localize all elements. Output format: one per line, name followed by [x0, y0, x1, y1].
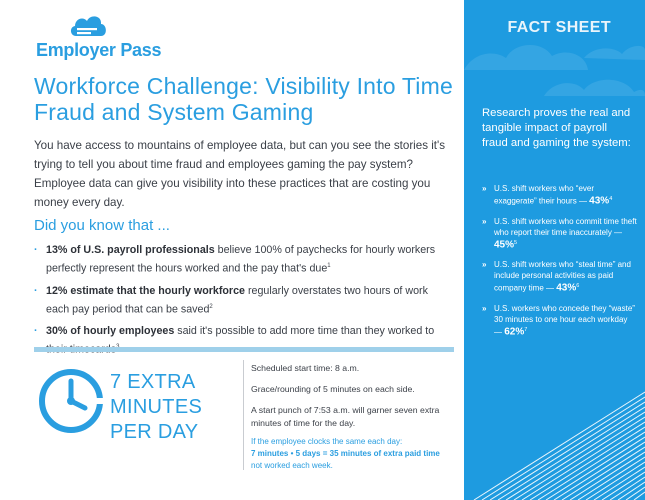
footnote-ref: 7: [524, 326, 528, 333]
footnote-ref: 5: [514, 239, 518, 246]
chevron-right-icon: »: [482, 216, 487, 226]
page-title: Workforce Challenge: Visibility Into Time Fraud and System Gaming: [34, 73, 453, 125]
clock-icon: [38, 368, 104, 434]
chevron-right-icon: »: [482, 184, 487, 193]
stat-bullet: [34, 323, 454, 358]
brand-logo: [36, 12, 162, 62]
stat-headline: 7 EXTRA MINUTES PER DAY: [110, 371, 203, 443]
stat-bullet-bold: 13% of U.S. payroll professionals: [46, 244, 215, 256]
cloud-icon: [68, 12, 108, 38]
research-item-percent: 45%: [494, 239, 515, 251]
stat-bullet-bold: 12% estimate that the hourly workforce: [46, 284, 245, 297]
research-item: [482, 216, 637, 251]
research-heading: Research proves the real and tangible impact of payroll fraud and gaming the system:: [482, 107, 631, 149]
fact-sheet-label: FACT SHEET: [507, 19, 611, 36]
bullet-dot-icon: ·: [34, 244, 38, 256]
note-intro: If the employee clocks the same each day:: [251, 437, 403, 446]
research-item-text: U.S. workers who concede they “waste” 30 minutes to one hour each workday —: [494, 303, 635, 337]
stat-bullet-bold: 30% of hourly employees: [46, 325, 175, 338]
section-divider: [34, 347, 454, 352]
did-you-know-heading: Did you know that ...: [34, 217, 170, 234]
bullet-dot-icon: ·: [34, 325, 38, 338]
note-end: not worked each week.: [251, 461, 333, 470]
stats-list: [34, 242, 454, 364]
research-item: [482, 183, 637, 207]
research-item: [482, 259, 637, 294]
calculation-note: [251, 436, 456, 472]
detail-line: Scheduled start time: 8 a.m.: [251, 363, 360, 373]
research-item-text: U.S. shift workers who commit time theft who report their time inaccurately —: [494, 216, 637, 237]
detail-line: A start punch of 7:53 a.m. will garner seven extra minutes of time for the day.: [251, 405, 440, 428]
research-item-percent: 43%: [589, 195, 610, 207]
stat-bullet-text: regularly overstates two hours of work each pay period that can be saved: [46, 284, 428, 316]
stat-bullet-text: believe 100% of paychecks for hourly workers perfectly represent the hours worked and the pay that's due: [46, 244, 436, 275]
chevron-right-icon: »: [482, 303, 487, 313]
intro-paragraph: You have access to mountains of employee data, but can you see the stories it's trying to tell you about time fraud and employees gaming the pay system? Employee data can give you visibility into these practices that are costing you money every day.: [34, 139, 446, 209]
research-list: [482, 183, 637, 347]
footnote-ref: 1: [327, 263, 331, 269]
sidebar-panel: [464, 0, 645, 500]
chevron-right-icon: »: [482, 260, 487, 270]
vertical-divider: [243, 360, 244, 470]
research-item-percent: 43%: [556, 282, 577, 294]
footnote-ref: 2: [209, 303, 213, 310]
footnote-ref: 4: [609, 196, 613, 202]
research-item-text: U.S. shift workers who “steal time” and include personal activities as paid company time —: [494, 260, 631, 293]
research-item: [482, 303, 637, 338]
research-item-percent: 62%: [504, 326, 525, 338]
detail-line: Grace/rounding of 5 minutes on each side.: [251, 384, 415, 394]
stat-details: [251, 362, 456, 480]
bullet-dot-icon: ·: [34, 284, 38, 297]
stat-bullet-text: said it's possible to add more time than they worked to: [177, 325, 435, 338]
brand-name: Employer Pass: [36, 40, 162, 60]
footnote-ref: 6: [576, 283, 580, 290]
stat-bullet: [34, 283, 454, 318]
stat-bullet: [34, 242, 454, 277]
research-item-text: U.S. shift workers who “ever exaggerate” their hours —: [494, 184, 595, 206]
note-formula: 7 minutes • 5 days = 35 minutes of extra paid time: [251, 449, 440, 458]
